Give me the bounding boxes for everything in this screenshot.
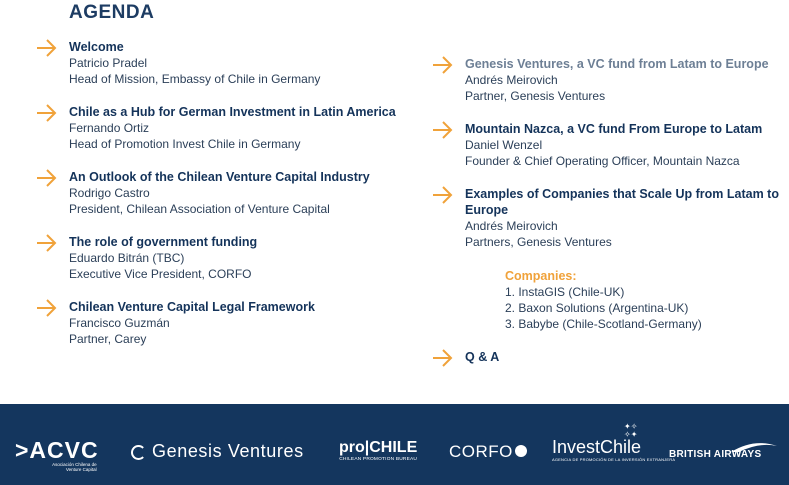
prochile-logo bbox=[339, 439, 417, 463]
speedmarque-icon bbox=[729, 440, 779, 454]
speaker-role: Partner, Carey bbox=[69, 332, 147, 347]
british-airways-logo bbox=[669, 449, 761, 460]
speaker-role: Head of Promotion Invest Chile in Germany bbox=[69, 137, 301, 152]
acvc-logo-name: >ACVC bbox=[15, 437, 99, 463]
speaker-name: Patricio Pradel bbox=[69, 56, 148, 70]
agenda-item-heading-cont: Europe bbox=[465, 203, 509, 217]
agenda-item-heading: Mountain Nazca, a VC fund From Europe to Latam bbox=[465, 122, 763, 136]
prochile-logo-name: pro|CHILE bbox=[339, 439, 418, 456]
agenda-title: AGENDA bbox=[69, 2, 155, 23]
speaker-name: Francisco Guzmán bbox=[69, 316, 170, 330]
companies-heading: Companies: bbox=[505, 269, 577, 283]
agenda-item-heading: Welcome bbox=[69, 40, 124, 54]
genesis-ventures-logo bbox=[131, 441, 304, 462]
speaker-role: Executive Vice President, CORFO bbox=[69, 267, 252, 282]
agenda-item-welcome bbox=[69, 39, 320, 87]
arrow-right-icon bbox=[35, 38, 59, 58]
arrow-right-icon bbox=[431, 120, 455, 140]
arrow-right-icon bbox=[431, 348, 455, 368]
company-item: 2. Baxon Solutions (Argentina-UK) bbox=[505, 301, 689, 316]
acvc-logo bbox=[15, 438, 99, 472]
agenda-item-heading: The role of government funding bbox=[69, 235, 258, 249]
corfo-mark-icon bbox=[515, 445, 527, 457]
investchile-logo-sub: AGENCIA DE PROMOCIÓN DE LA INVERSIÓN EXTRANJERA bbox=[552, 457, 676, 462]
agenda-item-mountain-nazca bbox=[465, 121, 762, 169]
sponsor-footer bbox=[0, 404, 789, 485]
arrow-right-icon bbox=[35, 233, 59, 253]
company-item: 1. InstaGIS (Chile-UK) bbox=[505, 285, 625, 299]
agenda-item-scale-up-examples bbox=[465, 186, 779, 250]
companies-list bbox=[505, 268, 702, 333]
arrow-right-icon bbox=[431, 55, 455, 75]
company-item: 3. Babybe (Chile-Scotland-Germany) bbox=[505, 317, 702, 332]
corfo-logo bbox=[449, 442, 527, 462]
speaker-name: Andrés Meirovich bbox=[465, 73, 558, 87]
speaker-role: Founder & Chief Operating Officer, Mountain Nazca bbox=[465, 154, 740, 169]
agenda-item-genesis bbox=[465, 56, 769, 104]
speaker-role: Partner, Genesis Ventures bbox=[465, 89, 606, 104]
investchile-logo bbox=[552, 422, 676, 462]
agenda-item-legal-framework bbox=[69, 299, 315, 347]
british-airways-logo-name: BRITISH AIRWAYS bbox=[669, 449, 762, 460]
speaker-role: Head of Mission, Embassy of Chile in Germany bbox=[69, 72, 321, 87]
arrow-right-icon bbox=[35, 298, 59, 318]
stars-icon: ✦✧ ✧✦ bbox=[624, 422, 638, 439]
speaker-role: President, Chilean Association of Venture Capital bbox=[69, 202, 330, 217]
agenda-item-heading: Q & A bbox=[465, 350, 500, 364]
corfo-logo-name: CORFO bbox=[449, 442, 513, 461]
agenda-item-chile-hub bbox=[69, 104, 396, 152]
agenda-item-qa bbox=[465, 349, 499, 365]
acvc-logo-sub: Venture Capital bbox=[65, 467, 97, 472]
arrow-right-icon bbox=[35, 168, 59, 188]
speaker-name: Fernando Ortiz bbox=[69, 121, 150, 135]
speaker-role: Partners, Genesis Ventures bbox=[465, 235, 612, 250]
agenda-item-heading: Chilean Venture Capital Legal Framework bbox=[69, 300, 315, 314]
agenda-item-heading: Genesis Ventures, a VC fund from Latam to Europe bbox=[465, 57, 769, 71]
speaker-name: Andrés Meirovich bbox=[465, 219, 558, 233]
agenda-item-heading: Examples of Companies that Scale Up from Latam to bbox=[465, 187, 779, 201]
agenda-item-government-funding bbox=[69, 234, 257, 282]
agenda-item-vc-outlook bbox=[69, 169, 370, 217]
agenda-item-heading: Chile as a Hub for German Investment in Latin America bbox=[69, 105, 396, 119]
arrow-right-icon bbox=[431, 185, 455, 205]
agenda-item-heading: An Outlook of the Chilean Venture Capital Industry bbox=[69, 170, 370, 184]
genesis-logo-name: Genesis Ventures bbox=[152, 441, 304, 461]
speaker-name: Eduardo Bitrán (TBC) bbox=[69, 251, 185, 265]
speaker-name: Rodrigo Castro bbox=[69, 186, 150, 200]
speaker-name: Daniel Wenzel bbox=[465, 138, 543, 152]
acvc-logo-sub: Asociación Chilena de bbox=[52, 462, 97, 467]
prochile-logo-sub: CHILEAN PROMOTION BUREAU bbox=[339, 457, 418, 462]
investchile-logo-name: InvestChile bbox=[552, 437, 642, 457]
arrow-right-icon bbox=[35, 103, 59, 123]
genesis-g-icon bbox=[131, 445, 146, 460]
